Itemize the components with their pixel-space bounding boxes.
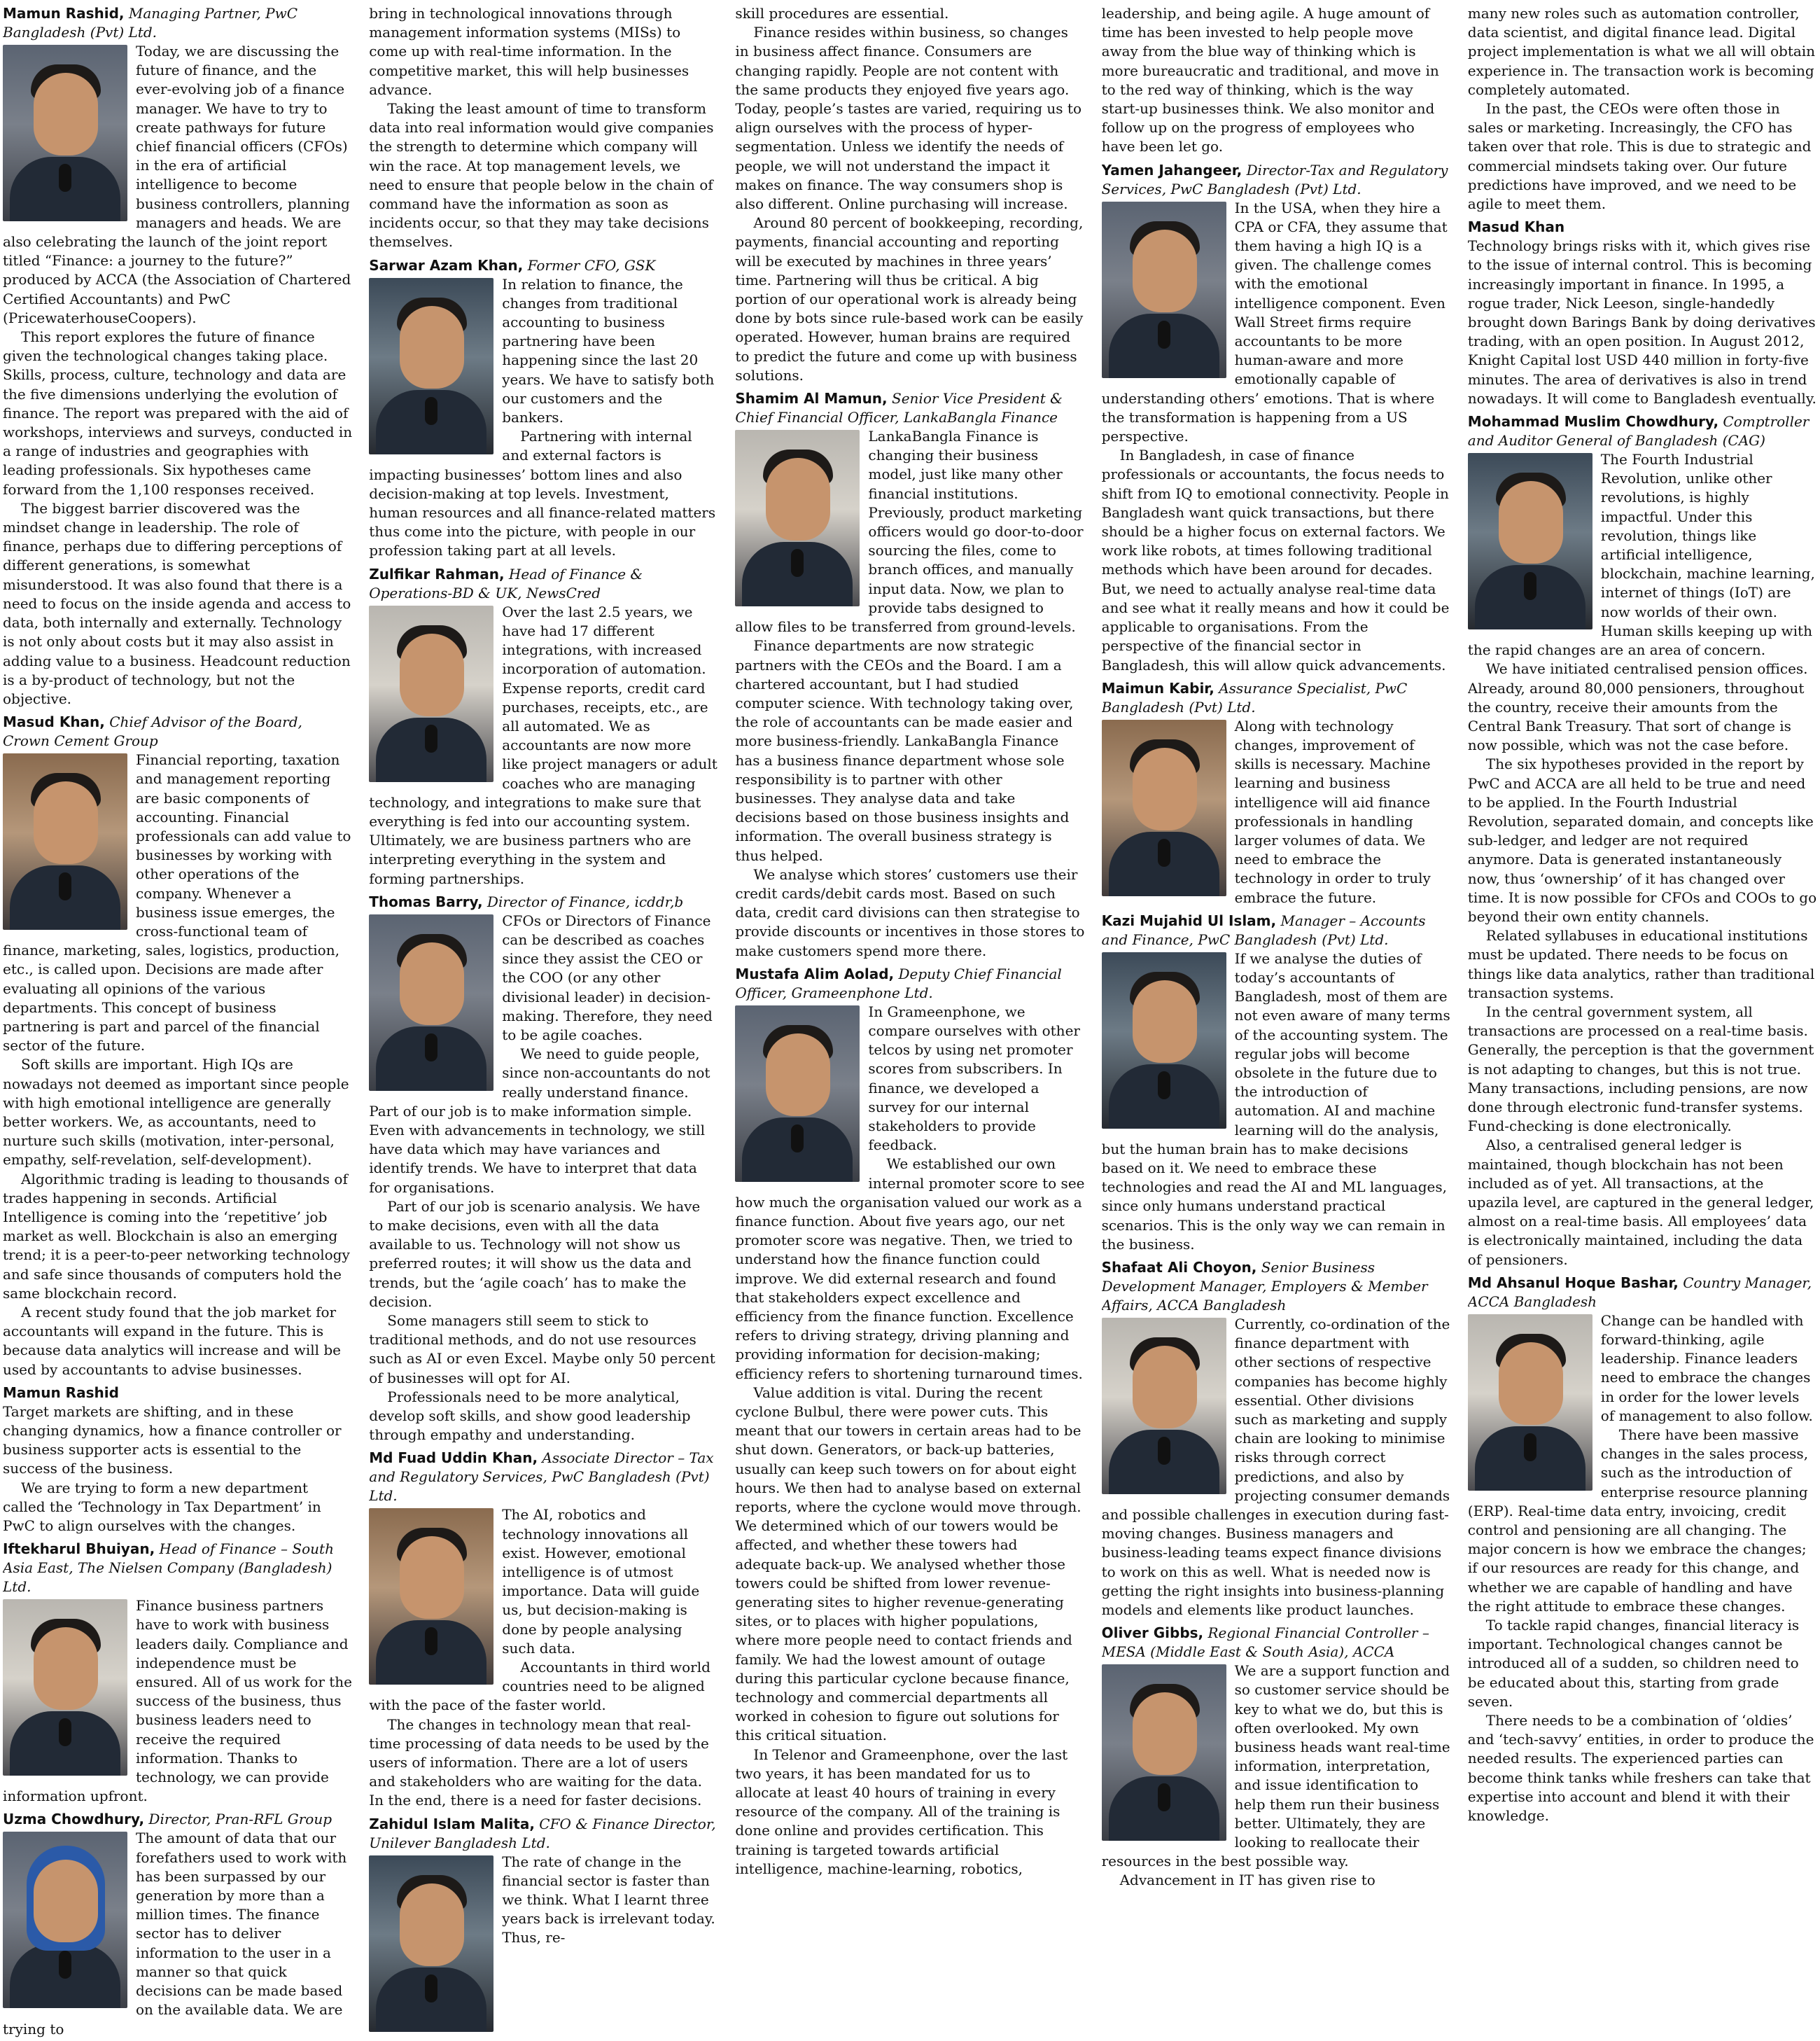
speaker-title: Associate Director – Tax and Regulatory Services, PwC Bangladesh (Pvt) Ltd. (369, 1449, 714, 1505)
article-paragraph: many new roles such as automation controller, data scientist, and digital finance lead. Digital project implementation is what we all will obtain experience in. The transaction work is becoming completely automated. (1467, 5, 1816, 98)
speaker-title: Former CFO, GSK (527, 256, 656, 274)
speaker-byline (3, 1540, 352, 1596)
speaker-title: Regional Financial Controller – MESA (Middle East & South Asia), ACCA (1101, 1624, 1429, 1661)
speaker-byline (735, 389, 1084, 427)
article-paragraph: Finance departments are now strategic partners with the CEOs and the Board. I am a chartered accountant, but I had studied computer science. With technology taking over, the role of accountants can be made easier and more business-friendly. LankaBangla Finance has a business finance department whose sole responsibility is to partner with other businesses. They analyse data and take decisions based on those business insights and information. The overall business strategy is thus helped. (735, 637, 1074, 864)
speaker-name: Shafaat Ali Choyon, (1101, 1258, 1257, 1276)
article-paragraph: skill procedures are essential. (735, 5, 949, 22)
article-paragraph: Along with technology changes, improvement of skills is necessary. Machine learning and business intelligence will aid finance professionals in handling larger volumes of data. We need to embrace the technology in order to truly embrace the future. (1234, 717, 1431, 906)
portrait-photo (3, 1599, 127, 1776)
speaker-byline (1468, 412, 1817, 450)
speaker-block (1102, 4, 1451, 157)
article-paragraph: LankaBangla Finance is changing their business model, just like many other financial institutions. Previously, product marketing officers would go door-to-door sourcing the files, come to branch offices, and manually input data. Now, we plan to provide tabs designed to allow files to be transferred from ground-levels. (735, 428, 1084, 636)
article-column (1468, 4, 1817, 2038)
speaker-block (1468, 4, 1817, 214)
article-paragraph: CFOs or Directors of Finance can be described as coaches since they assist the CEO or the COO (or any other divisional leader) in decision-making. Therefore, they need to be agile coaches. (502, 912, 713, 1043)
article-paragraph: Financial reporting, taxation and management reporting are basic components of accounting. Financial professionals can add value to businesses by working with other operations of the company. Whenever a business issue emerges, the cross-functional team of finance, marketing, sales, logistics, production, etc., is called upon. Decisions are made after evaluating all opinions of the various departments. This concept of business partnering is part and parcel of the financial sector of the future. (3, 751, 351, 1054)
portrait-photo (735, 430, 860, 606)
article-paragraph: There needs to be a combination of ‘oldies’ and ‘tech-savvy’ entities, in order to produce the needed results. The experienced parties can become think tanks while freshers can take that expertise into account and blend it with their knowledge. (1467, 1712, 1814, 1825)
speaker-name: Kazi Mujahid Ul Islam, (1101, 912, 1277, 929)
article-paragraph: Professionals need to be more analytical, develop soft skills, and show good leadership through empathy and understanding. (369, 1388, 691, 1444)
speaker-byline (369, 1449, 718, 1505)
article-paragraph: Related syllabuses in educational institutions must be updated. There needs to be focus on things like data analytics, rather than traditional transaction systems. (1467, 927, 1815, 1001)
portrait-photo (1102, 1664, 1226, 1841)
portrait-photo (3, 45, 127, 221)
portrait-photo (369, 1855, 493, 2032)
portrait-photo (735, 1005, 860, 1182)
article-paragraph: Value addition is vital. During the recent cyclone Bulbul, there were power cuts. This meant that our towers in certain areas had to be shut down. Generators, or back-up batteries, usually can keep such towers on for about eight hours. We then had to analyse based on external reports, where the cyclone would move through. We determined which of our towers would be affected, and whether these towers had adequate back-up. We analysed whether those towers could be shifted from lower revenue-generating sites to higher revenue-generating sites, or to places with higher populations, where more people need to contact friends and family. We had the lowest amount of outage during this particular cyclone because finance, technology and commercial departments all worked in cohesion to figure out solutions for this critical situation. (735, 1384, 1082, 1744)
article-paragraph: Algorithmic trading is leading to thousands of trades happening in seconds. Artificial Intelligence is coming into the ‘repetitive’ job market as well. Blockchain is also an emerging trend; it is a peer-to-peer networking technology and safe since thousands of computers hold the same blockchain record. (3, 1170, 350, 1302)
portrait-photo (369, 606, 493, 782)
speaker-byline (1102, 1258, 1451, 1315)
speaker-block (369, 1815, 718, 2036)
speaker-byline (735, 965, 1084, 1003)
speaker-block (369, 893, 718, 1445)
speaker-block (369, 565, 718, 889)
speaker-block (3, 713, 352, 1379)
speaker-byline (3, 1384, 352, 1402)
article-paragraph: We are trying to form a new department called the ‘Technology in Tax Department’ in PwC to align ourselves with the changes. (3, 1479, 321, 1535)
speaker-name: Iftekharul Bhuiyan, (3, 1540, 155, 1558)
speaker-byline (1102, 161, 1451, 199)
article-paragraph: Partnering with internal and external factors is impacting businesses’ bottom lines and also decision-making at top levels. Investment, human resources and all finance-related matters thus come into the picture, with people in our profession taking part at all levels. (369, 428, 716, 559)
speaker-name: Masud Khan, (3, 713, 105, 731)
article-paragraph: Advancement in IT has given rise to (1119, 1872, 1376, 1889)
speaker-name: Yamen Jahangeer, (1101, 161, 1242, 179)
speaker-byline (3, 4, 352, 42)
speaker-title: Head of Finance – South Asia East, The Nielsen Company (Bangladesh) Ltd. (3, 1540, 334, 1596)
portrait-photo (1102, 720, 1226, 896)
speaker-block (369, 256, 718, 561)
article-paragraph: Also, a centralised general ledger is maintained, though blockchain has not been included as of yet. All transactions, at the upazila level, are captured in the general ledger, almost on a real-time basis. All employees’ data is electronically maintained, including the data of pensioners. (1467, 1136, 1814, 1268)
portrait-photo (1102, 202, 1226, 378)
speaker-title: Senior Vice President & Chief Financial Officer, LankaBangla Finance (735, 390, 1063, 426)
speaker-title: Comptroller and Auditor General of Bangladesh (CAG) (1467, 413, 1809, 450)
speaker-name: Sarwar Azam Khan, (369, 256, 524, 274)
speaker-name: Oliver Gibbs, (1101, 1624, 1204, 1642)
speaker-byline (1102, 679, 1451, 717)
article-paragraph: Technology brings risks with it, which gives rise to the issue of internal control. This is becoming increasingly important in finance. In 1995, a rogue trader, Nick Leeson, single-handedly brought down Barings Bank by doing derivatives trading, with an open position. In August 2012, Knight Capital lost USD 440 million in forty-five minutes. The area of derivatives is also in trend nowadays. It will come to Bangladesh eventually. (1467, 237, 1816, 407)
speaker-block (1102, 1258, 1451, 1619)
speaker-title: Chief Advisor of the Board, Crown Cement Group (3, 713, 302, 750)
article-paragraph: This report explores the future of finance given the technological changes taking place. Skills, process, culture, technology and data are the five dimensions underlying the evolution of finance. The report was prepared with the aid of workshops, interviews and surveys, conducted in a range of industries and geographies with leading professionals. Six hypotheses came forward from the 1,100 responses received. (3, 328, 353, 498)
speaker-byline (3, 713, 352, 751)
speaker-byline (1102, 912, 1451, 949)
speaker-block (3, 1540, 352, 1806)
article-paragraph: Today, we are discussing the future of finance, and the ever-evolving job of a finance manager. We have to try to create pathways for future chief financial officers (CFOs) in the era of artificial intelligence to become business controllers, planning managers and heads. We are also celebrating the launch of the joint report titled “Finance: a journey to the future?” produced by ACCA (the Association of Chartered Certified Accountants) and PwC (PricewaterhouseCoopers). (3, 43, 351, 326)
portrait-photo (369, 914, 493, 1091)
article-paragraph: Soft skills are important. High IQs are nowadays not deemed as important since people with high emotional intelligence are generally better workers. We, as accountants, need to nurture such skills (motivation, inter-personal, empathy, self-revelation, self-development). (3, 1056, 349, 1169)
article-paragraph: There have been massive changes in the sales process, such as the introduction of enterprise resource planning (ERP). Real-time data entry, invoicing, credit control and pensioning are all changing. The major concern is how we embrace the changes; if our resources are ready for this change, and whether we are capable of handling and have the right attitude to embrace these changes. (1467, 1426, 1809, 1615)
article-paragraph: Change can be handled with forward-thinking, agile leadership. Finance leaders need to embrace the changes in order for the lower levels of management to also follow. (1600, 1311, 1813, 1424)
article-paragraph: The six hypotheses provided in the report by PwC and ACCA are all held to be true and need to be applied. In the Fourth Industrial Revolution, separated domain, and concepts like sub-ledger, and ledger are not required anymore. Data is generated instantaneously now, thus ‘ownership’ of it has changed over time. It is now possible for CFOs and COOs to go beyond their own entity channels. (1467, 755, 1817, 925)
speaker-name: Md Ahsanul Hoque Bashar, (1467, 1274, 1679, 1291)
speaker-block (1102, 912, 1451, 1254)
portrait-photo (1102, 1318, 1226, 1494)
speaker-byline (369, 565, 718, 603)
article-paragraph: Part of our job is scenario analysis. We have to make decisions, even with all the data available to us. Technology will not show us preferred routes; it will show us the data and trends, but the ‘agile coach’ has to make the decision. (369, 1197, 701, 1310)
article-paragraph: We have initiated centralised pension offices. Already, around 80,000 pensioners, throughout the country, receive their amounts from the Central Bank Treasury. That sort of change is now possible, which was not the case before. (1467, 660, 1808, 754)
speaker-byline (1468, 218, 1817, 237)
article-paragraph: Over the last 2.5 years, we have had 17 different integrations, with increased incorporation of automation. Expense reports, credit card purchases, receipts, etc., are all automated. We as accountants are now more like project managers or adult coaches who are managing technology, and integrations to make sure that everything is fed into our accounting system. Ultimately, we are business partners who are interpreting everything in the system and forming partnerships. (369, 603, 718, 887)
speaker-title: Director of Finance, icddr,b (486, 893, 684, 910)
article-column (369, 4, 718, 2038)
article-paragraph: We established our own internal promoter score to see how much the organisation valued our work as a finance function. About five years ago, our net promoter score was negative. Then, we tried to understand how the finance function could improve. We did external research and found that stakeholders expect excellence and efficiency from the finance function. Excellence refers to driving strategy, driving planning and providing information for decision-making; efficiency refers to shortening turnaround times. (735, 1155, 1085, 1382)
portrait-photo (3, 753, 127, 930)
speaker-name: Mustafa Alim Aolad, (735, 965, 895, 982)
speaker-name: Md Fuad Uddin Khan, (369, 1449, 538, 1467)
speaker-title: Assurance Specialist, PwC Bangladesh (Pvt) Ltd. (1101, 679, 1408, 716)
speaker-title: CFO & Finance Director, Unilever Bangladesh Ltd. (369, 1815, 716, 1851)
article-paragraph: bring in technological innovations through management information systems (MISs) to come up with real-time information. In the competitive market, this will help businesses advance. (369, 5, 690, 98)
article-paragraph: In the USA, when they hire a CPA or CFA, they assume that them having a high IQ is a given. The challenge comes with the emotional intelligence component. Even Wall Street firms require accountants to be more human-aware and more emotionally capable of understanding others’ emotions. That is where the transformation is happening from a US perspective. (1101, 199, 1448, 445)
article-paragraph: The changes in technology mean that real-time processing of data needs to be used by the users of information. There are a lot of users and stakeholders who are waiting for the data. In the end, there is a need for faster decisions. (369, 1715, 709, 1809)
article-paragraph: In Grameenphone, we compare ourselves with other telcos by using net promoter scores from subscribers. In finance, we developed a survey for our internal stakeholders to provide feedback. (868, 1003, 1080, 1154)
speaker-title: Director-Tax and Regulatory Services, PwC Bangladesh (Pvt) Ltd. (1101, 161, 1448, 197)
article-paragraph: In Bangladesh, in case of finance professionals or accountants, the focus needs to shift from IQ to emotional connectivity. People in Bangladesh want quick transactions, but there should be a higher focus on external factors. We work like robots, at times following traditional methods which have been around for decades. But, we need to actually analyse real-time data and see what it really means and how it could be applicable to organisations. From the perspective of the financial sector in Bangladesh, this will allow quick advancements. (1101, 447, 1450, 674)
speaker-byline (369, 893, 718, 912)
article-paragraph: leadership, and being agile. A huge amount of time has been invested to help people move away from the blue way of thinking which is more bureaucratic and traditional, and move in to the red way of thinking, which is the way start-up businesses think. We also monitor and follow up on the progress of employees who have been let go. (1101, 5, 1439, 155)
article-paragraph: In the past, the CEOs were often those in sales or marketing. Increasingly, the CFO has taken over that role. This is due to strategic and commercial mindsets taking over. Our future predictions have improved, and we need to be agile to meet them. (1467, 100, 1812, 213)
article-paragraph: Finance business partners have to work with business leaders daily. Compliance and independence must be ensured. All of us work for the success of the business, thus business leaders need to receive the required information. Thanks to technology, we can provide information upfront. (3, 1597, 352, 1805)
speaker-name: Thomas Barry, (369, 893, 483, 910)
article-paragraph: Around 80 percent of bookkeeping, recording, payments, financial accounting and reporting will be executed by machines in three years’ time. Partnering will thus be critical. A big portion of our operational work is already being done by bots since rule-based work can be easily operated. However, human brains are required to predict the future and come up with business solutions. (735, 214, 1084, 384)
speaker-block (1102, 679, 1451, 907)
speaker-name: Maimun Kabir, (1101, 679, 1214, 697)
speaker-block (1468, 1274, 1817, 1825)
article-column (735, 4, 1084, 2038)
portrait-photo (369, 1508, 493, 1685)
article-paragraph: In the central government system, all transactions are processed on a real-time basis. Generally, the perception is that the government is not adapting to changes, but this is not true. Many transactions, including pensions, are now done through electronic fund-transfer systems. Fund-checking is done electronically. (1467, 1003, 1814, 1135)
speaker-title: Head of Finance & Operations-BD & UK, NewsCred (369, 565, 643, 601)
article-paragraph: The rate of change in the financial sector is faster than we think. What I learnt three years back is irrelevant today. Thus, re- (502, 1853, 715, 1946)
speaker-byline (1102, 1624, 1451, 1662)
portrait-photo (369, 278, 493, 454)
article-paragraph: Accountants in third world countries need to be aligned with the pace of the faster world. (369, 1659, 710, 1714)
speaker-block (735, 4, 1084, 385)
speaker-block (3, 1810, 352, 2038)
speaker-name: Mamun Rashid, (3, 5, 125, 22)
article-paragraph: Finance resides within business, so changes in business affect finance. Consumers are changing rapidly. People are not content with the same products they enjoyed five years ago. Today, people’s tastes are varied, requiring us to align ourselves with the process of hyper-segmentation. Unless we identify the needs of people, we will not understand the impact it makes on finance. The way consumers shop is also different. Online purchasing will increase. (735, 24, 1082, 213)
speaker-name: Zahidul Islam Malita, (369, 1815, 535, 1832)
speaker-title: Senior Business Development Manager, Employers & Member Affairs, ACCA Bangladesh (1101, 1258, 1428, 1314)
speaker-block (3, 4, 352, 709)
article-paragraph: Taking the least amount of time to transform data into real information would give companies the strength to determine which company will win the race. At top management levels, we need to ensure that people below in the chain of command have the information as soon as incidents occur, so that they may take decisions themselves. (369, 100, 714, 251)
speaker-title: Deputy Chief Financial Officer, Grameenphone Ltd. (735, 965, 1062, 1001)
article-paragraph: The amount of data that our forefathers used to work with has been surpassed by our generation by more than a million times. The finance sector has to deliver information to the user in a manner so that quick decisions can be made based on the available data. We are trying to (3, 1830, 347, 2037)
speaker-block (369, 4, 718, 252)
article-paragraph: To tackle rapid changes, financial literacy is important. Technological changes cannot be introduced all of a sudden, so children need to be educated about this, starting from grade seven. (1467, 1617, 1800, 1710)
portrait-photo (1468, 1314, 1592, 1491)
portrait-photo (1102, 952, 1226, 1129)
portrait-photo (3, 1832, 127, 2008)
article-paragraph: The biggest barrier discovered was the mindset change in leadership. The role of finance, perhaps due to differing perceptions of different generations, is somewhat misunderstood. It was also found that there is a need to focus on the inside agenda and access to data, both internally and externally. Technology is not only about costs but it may also assist in adding value to a business. Headcount reduction is a by-product of technology, but not the objective. (3, 499, 351, 707)
article-paragraph: We are a support function and so customer service should be key to what we do, but this is often overlooked. My own business heads want real-time information, interpretation, and issue identification to help them run their business better. Ultimately, they are looking to reallocate their resources in the best possible way. (1101, 1662, 1450, 1870)
article-paragraph: The Fourth Industrial Revolution, unlike other revolutions, is highly impactful. Under this revolution, things like artificial intelligence, blockchain, machine learning, internet of things (IoT) are now worlds of their own. Human skills keeping up with the rapid changes are an area of concern. (1467, 451, 1815, 659)
speaker-block (1102, 1624, 1451, 1890)
speaker-block (735, 389, 1084, 961)
article-paragraph: Target markets are shifting, and in these changing dynamics, how a finance controller or business supporter acts is essential to the success of the business. (3, 1402, 342, 1477)
article-paragraph: Currently, co-ordination of the finance department with other sections of respective companies has become highly essential. Other divisions such as marketing and supply chain are looking to minimise risks through correct predictions, and also by projecting consumer demands and possible challenges in execution during fast-moving changes. Business managers and business-leading teams expect finance divisions to work on this as well. What is needed now is getting the right insights into business-planning models and elements like product launches. (1101, 1315, 1450, 1619)
article-paragraph: A recent study found that the job market for accountants will expand in the future. This is because data analytics will increase and will be used by accountants to advise businesses. (3, 1304, 342, 1378)
speaker-block (735, 965, 1084, 1879)
article-paragraph: Some managers still seem to stick to traditional methods, and do not use resources such as AI or even Excel. Maybe only 50 percent of businesses will opt for AI. (369, 1312, 715, 1386)
speaker-block (1468, 218, 1817, 408)
speaker-name: Uzma Chowdhury, (3, 1811, 145, 1828)
speaker-byline (369, 256, 718, 275)
speaker-title: Managing Partner, PwC Bangladesh (Pvt) Ltd. (3, 5, 298, 41)
speaker-byline (369, 1815, 718, 1853)
article-column (3, 4, 352, 2038)
article-column (1102, 4, 1451, 2038)
speaker-name: Masud Khan (1467, 218, 1565, 236)
speaker-title: Country Manager, ACCA Bangladesh (1467, 1274, 1812, 1310)
article-paragraph: We analyse which stores’ customers use their credit cards/debit cards most. Based on such data, credit card divisions can then strategise to provide discounts or incentives in those stores to make customers spend more there. (735, 865, 1085, 959)
speaker-name: Zulfikar Rahman, (369, 565, 505, 583)
speaker-byline (3, 1810, 352, 1829)
article-paragraph: In relation to finance, the changes from traditional accounting to business partnering have been happening since the last 20 years. We have to satisfy both our customers and the bankers. (502, 275, 715, 426)
speaker-name: Mamun Rashid (3, 1384, 119, 1401)
speaker-title: Director, Pran-RFL Group (148, 1811, 332, 1828)
speaker-title: Manager – Accounts and Finance, PwC Bangladesh (Pvt) Ltd. (1101, 912, 1426, 948)
article-paragraph: If we analyse the duties of today’s accountants of Bangladesh, most of them are not even aware of many terms of the accounting system. The regular jobs will become obsolete in the future due to the introduction of automation. AI and machine learning will do the analysis, but the human brain has to make decisions based on it. We need to embrace these technologies and read the AI and ML languages, since only humans understand practical scenarios. This is the only way we can remain in the business. (1101, 949, 1450, 1253)
speaker-name: Mohammad Muslim Chowdhury, (1467, 413, 1719, 431)
speaker-block (3, 1384, 352, 1535)
article-paragraph: The AI, robotics and technology innovations all exist. However, emotional intelligence is of utmost importance. Data will guide us, but decision-making is done by people analysing such data. (502, 1506, 700, 1657)
speaker-block (1468, 412, 1817, 1269)
speaker-byline (1468, 1274, 1817, 1311)
speaker-block (369, 1449, 718, 1810)
article-paragraph: In Telenor and Grameenphone, over the last two years, it has been mandated for us to allocate at least 40 hours of training in every resource of the company. All of the training is done online and provides certification. This training is targeted towards artificial intelligence, machine-learning, robotics, (735, 1746, 1068, 1877)
portrait-photo (1468, 453, 1592, 629)
article-paragraph: We need to guide people, since non-accountants do not really understand finance. Part of our job is to make information simple. Even with advancements in technology, we still have data which may have variances and identify trends. We have to interpret that data for organisations. (369, 1045, 710, 1196)
speaker-name: Shamim Al Mamun, (735, 390, 888, 407)
speaker-block (1102, 161, 1451, 675)
